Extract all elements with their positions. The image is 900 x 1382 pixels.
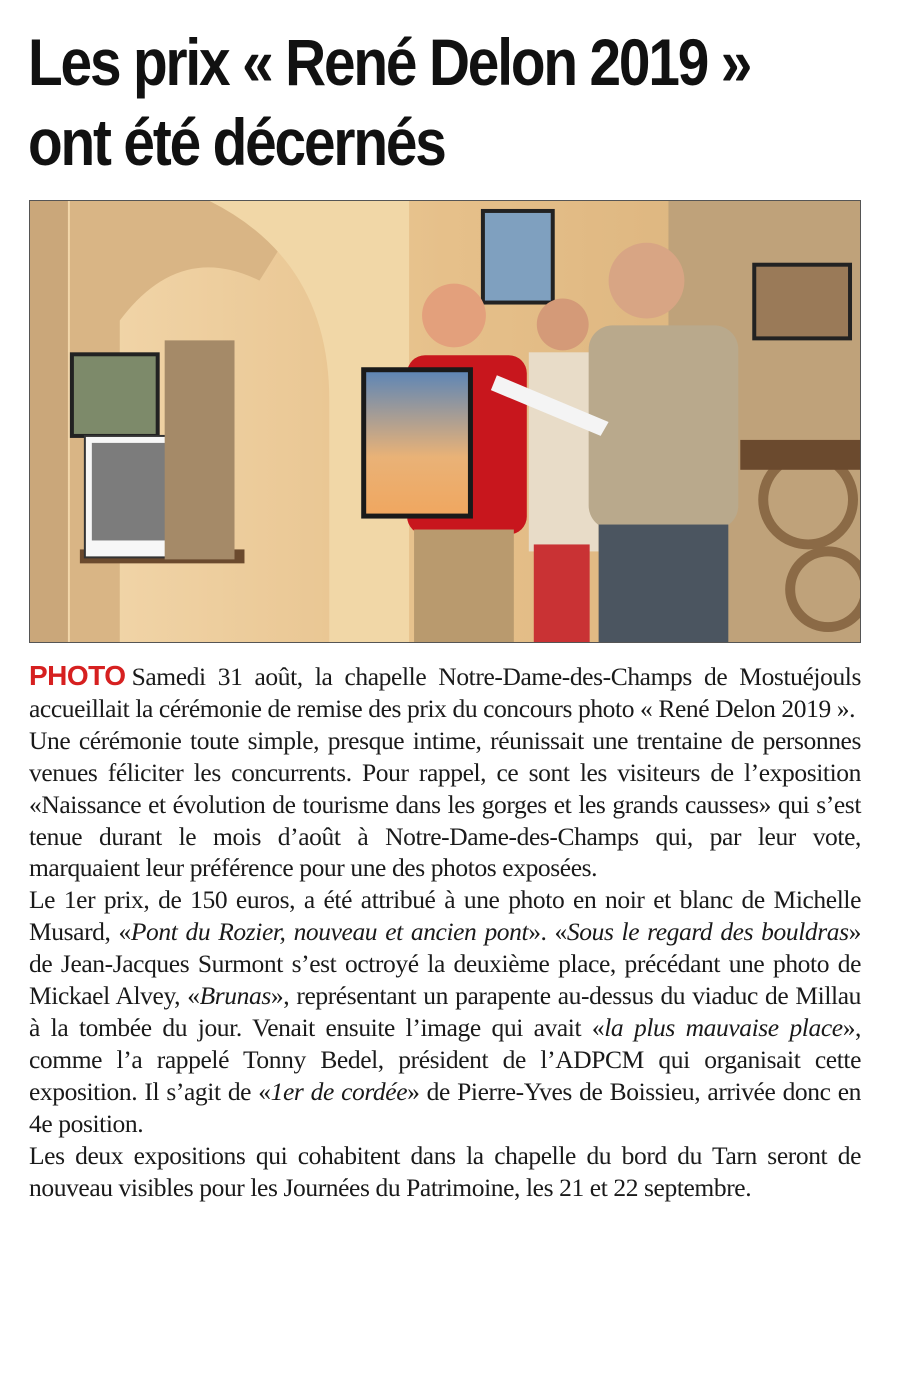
kicker-label: PHOTO [29, 660, 126, 691]
paragraph-3-part-a: Le 1er prix, de 150 euros, a été attribué à une photo en noir et blanc de Michelle Musard, « [29, 885, 861, 947]
ceremony-photo-illustration [30, 201, 860, 642]
paragraph-3-part-b: ». « [528, 917, 567, 947]
article-body [29, 660, 861, 1203]
paragraph-1 [29, 660, 861, 725]
paragraph-3-part-f: » de Pierre-Yves de Boissieu, arrivée donc en 4e position. [29, 1076, 862, 1138]
article-photo [29, 200, 861, 643]
paragraph-3 [29, 884, 861, 1139]
paragraph-4: Les deux expositions qui cohabitent dans la chapelle du bord du Tarn seront de nouveau visibles pour les Journées du Patrimoine, les 21 et 22 septembre. [29, 1140, 861, 1202]
work-title-3: Brunas [199, 981, 271, 1011]
work-title-1: Pont du Rozier, nouveau et ancien pont [130, 917, 529, 947]
paragraph-2: Une cérémonie toute simple, presque intime, réunissait une trentaine de personnes venues féliciter les concurrents. Pour rappel, ce sont les visiteurs de l’exposition «Naissance et évolution de tourisme dans les gorges et les grands causses» qui s’est tenue durant le mois d’août à Notre-Dame-des-Champs qui, par leur vote, marquaient leur préférence pour une des photos exposées. [29, 725, 861, 883]
headline [28, 22, 759, 182]
headline-line-2: ont été décernés [28, 105, 445, 179]
paragraph-3-part-d: », représentant un parapente au-dessus du viaduc de Millau à la tombée du jour. Venait ensuite l’image qui avait « [29, 981, 861, 1042]
paragraph-1-text: Samedi 31 août, la chapelle Notre-Dame-des-Champs de Mostuéjouls accueillait la cérémonie de remise des prix du concours photo « René Delon 2019 ». [29, 662, 861, 723]
headline-line-1: Les prix « René Delon 2019 » [28, 25, 751, 99]
work-title-5: 1er de cordée [270, 1076, 408, 1106]
paragraph-3-part-e: », comme l’a rappelé Tonny Bedel, président de l’ADPCM qui organisait cette exposition. Il s’agit de « [29, 1012, 862, 1106]
work-title-4: la plus mauvaise place [604, 1012, 843, 1042]
work-title-2: Sous le regard des bouldras [566, 917, 849, 947]
paragraph-3-part-c: » de Jean-Jacques Surmont s’est octroyé la deuxième place, précédant une photo de Mickael Alvey, « [29, 917, 861, 1011]
